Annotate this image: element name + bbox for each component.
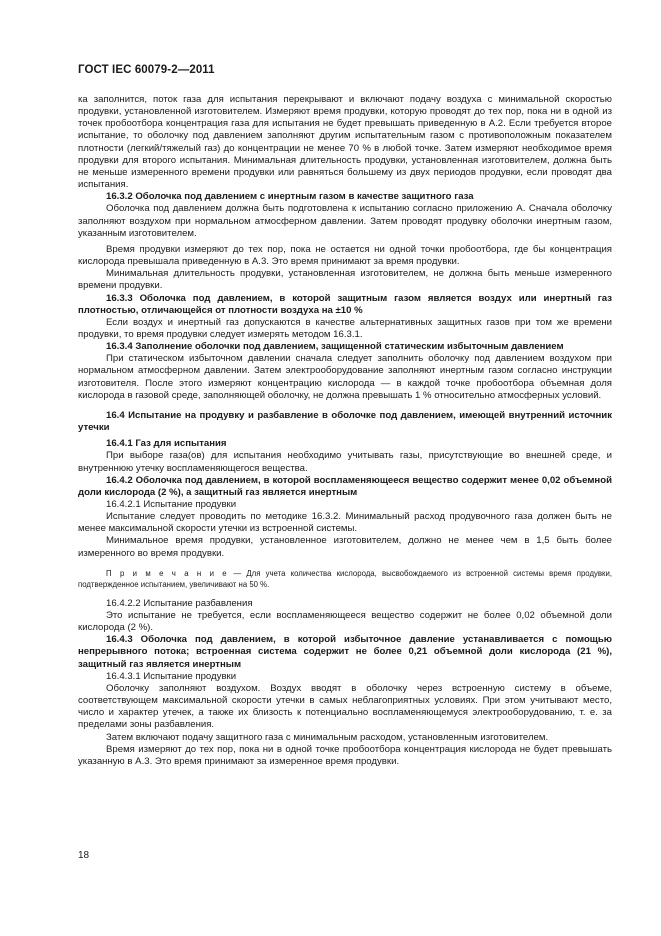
page-number: 18 <box>78 850 90 861</box>
subsection-title-16-4-2-2: 16.4.2.2 Испытание разбавления <box>106 597 253 609</box>
paragraph: Испытание следует проводить по методике 16.3.2. Минимальный расход продувочного газа должен быть не менее максимальной скорости утечки из встроенной системы. <box>78 511 612 535</box>
paragraph: Минимальное время продувки, установленное изготовителем, должно не менее чем в 1,5 быть более измеренного во время продувки. <box>78 535 612 559</box>
paragraph: Минимальная длительность продувки, установленная изготовителем, не должна быть меньше измеренного времени продувки. <box>78 268 612 292</box>
paragraph: Если воздух и инертный газ допускаются в качестве альтернативных защитных газов при том же времени продувки, то время продувки следует измерять методом 16.3.1. <box>78 316 612 340</box>
paragraph: Это испытание не требуется, если воспламеняющееся вещество содержит не более 0,02 объемной доли кислорода (2 %). <box>78 609 612 634</box>
paragraph: При выборе газа(ов) для испытания необходимо учитывать газы, присутствующие во внешней среде, и внутреннюю утечку воспламеняющегося вещества. <box>78 450 612 474</box>
paragraph: При статическом избыточном давлении сначала следует заполнить оболочку под давлением воздухом при нормальном атмосферном давлении. Затем электрооборудование заполняют инертным газом согласно инструкции изготовителя. После этого измеряют концентрацию кислорода — в каждой точке пробоотбора объемная доля кислорода в газовой среде, заполняющей оболочку, не должна превышать 1 % относительно атмосферных условий. <box>78 353 612 401</box>
note <box>78 568 612 590</box>
note-label: П р и м е ч а н и е <box>106 568 229 578</box>
subsection-title-16-4-2-1: 16.4.2.1 Испытание продувки <box>106 499 237 510</box>
section-heading-16-3-3: 16.3.3 Оболочка под давлением, в которой защитным газом является воздух или инертный газ плотностью, отличающейся от плотности воздуха на ±10 % <box>78 292 612 316</box>
section-heading-16-3-4: 16.3.4 Заполнение оболочки под давлением, защищенной статическим избыточным давлением <box>106 341 564 353</box>
paragraph: Оболочку заполняют воздухом. Воздух вводят в оболочку через встроенную систему в объеме, соответствующем максимальной скорости утечки в самых неблагоприятных условиях. При этом учитывают место, число и характер утечек, а также их близость к потенциально воспламеняющемуся электрооборудованию, т. е. за пределами зоны разбавления. <box>78 682 612 731</box>
subsection-title-16-4-3-1: 16.4.3.1 Испытание продувки <box>106 670 237 682</box>
section-heading-16-4: 16.4 Испытание на продувку и разбавление в оболочке под давлением, имеющей внутренний источник утечки <box>78 409 612 434</box>
section-heading-16-3-2: 16.3.2 Оболочка под давлением с инертным газом в качестве защитного газа <box>106 191 474 203</box>
paragraph: ка заполнится, поток газа для испытания перекрывают и включают подачу воздуха с минимальной скоростью продувки, установленной изготовителем. Измеряют время продувки, которую проводят до тех пор, пока ни в одной из точек пробоотбора концентрация газа для испытания не будет превышать приведенную в А.2. Если требуется второе испытание, то оболочку под давлением заполняют другим испытательным газом с противоположным показателем плотности (легкий/тяжелый газ) до концентрации не менее 70 % в любой точке. Затем измеряют необходимое время продувки для второго испытания. Минимальная длительность продувки, установленная изготовителем, должна быть не меньше измеренного времени продувки или равняться большему из двух периодов продувки, если проводят два испытания. <box>78 94 612 191</box>
section-heading-16-4-1: 16.4.1 Газ для испытания <box>106 438 227 450</box>
section-heading-16-4-3: 16.4.3 Оболочка под давлением, в которой избыточное давление устанавливается с помощью непрерывного потока; встроенная система содержит не более 0,21 объемной доли кислорода (21 %), защитный газ является инертным <box>78 634 612 670</box>
paragraph: Затем включают подачу защитного газа с минимальным расходом, установленным изготовителем. <box>106 731 549 743</box>
paragraph: Оболочка под давлением должна быть подготовлена к испытанию согласно приложению А. Сначала оболочку заполняют воздухом при нормальном атмосферном давлении. Затем проводят продувку оболочки инертным газом, указанным изготовителем. <box>78 203 612 239</box>
note-text: — Для учета количества кислорода, высвобождаемого из встроенной системы время продувки, подтвержденное испытанием, увеличивают на 50 %. <box>78 568 612 589</box>
paragraph: Время измеряют до тех пор, пока ни в одной точке пробоотбора концентрация кислорода не будет превышать указанную в А.3. Это время принимают за измеренное время продувки. <box>78 743 612 767</box>
section-heading-16-4-2: 16.4.2 Оболочка под давлением, в которой воспламеняющееся вещество содержит менее 0,02 объемной доли кислорода (2 %), а защитный газ является инертным <box>78 474 612 498</box>
paragraph: Время продувки измеряют до тех пор, пока не остается ни одной точки пробоотбора, где бы концентрация кислорода превышала приведенную в А.3. Это время принимают за время продувки. <box>78 243 612 268</box>
document-body <box>78 94 612 768</box>
document-header: ГОСТ IEC 60079-2—2011 <box>78 64 215 76</box>
